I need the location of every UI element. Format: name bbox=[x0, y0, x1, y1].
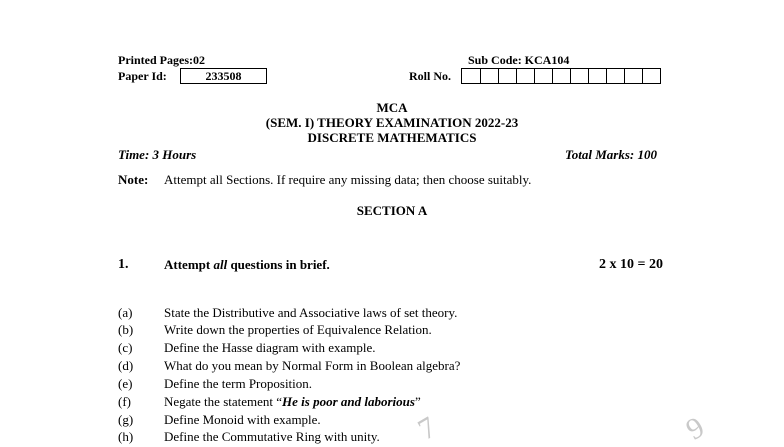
question-text: State the Distributive and Associative laws of set theory. bbox=[164, 305, 458, 320]
watermark-right: 9 bbox=[680, 410, 710, 447]
instruction-emphasis: all bbox=[213, 257, 228, 272]
roll-no-cell bbox=[552, 69, 570, 83]
question-text: Write down the properties of Equivalence Relation. bbox=[164, 322, 432, 337]
question-label: (a) bbox=[118, 305, 133, 320]
question-label: (b) bbox=[118, 322, 134, 337]
watermark-left: 7 bbox=[412, 410, 442, 447]
question-text: What do you mean by Normal Form in Boolean algebra? bbox=[164, 358, 461, 373]
roll-no-cell bbox=[498, 69, 516, 83]
roll-no-cell bbox=[588, 69, 606, 83]
roll-no-cell bbox=[606, 69, 624, 83]
question-text-before: Negate the statement “ bbox=[164, 394, 283, 409]
semester-line: (SEM. I) THEORY EXAMINATION 2022-23 bbox=[265, 115, 519, 130]
question-text bbox=[164, 394, 421, 410]
sub-code: Sub Code: KCA104 bbox=[468, 53, 570, 67]
question-text: Define the term Proposition. bbox=[164, 376, 313, 391]
instruction-suffix: questions in brief. bbox=[227, 257, 330, 272]
paper-id-label: Paper Id: bbox=[118, 69, 167, 83]
question-label: (c) bbox=[118, 340, 133, 355]
course-title: MCA bbox=[376, 100, 408, 115]
roll-no-cell bbox=[462, 69, 480, 83]
section-marks: 2 x 10 = 20 bbox=[599, 257, 663, 272]
question-instruction bbox=[164, 257, 330, 273]
question-text: Define Monoid with example. bbox=[164, 412, 321, 427]
total-marks: Total Marks: 100 bbox=[565, 147, 657, 162]
instruction-prefix: Attempt bbox=[164, 257, 214, 272]
roll-no-boxes bbox=[461, 68, 661, 84]
question-label: (f) bbox=[118, 394, 131, 409]
question-text-after: ” bbox=[414, 394, 421, 409]
question-label: (e) bbox=[118, 376, 133, 391]
question-label: (d) bbox=[118, 358, 134, 373]
roll-no-cell bbox=[642, 69, 660, 83]
quoted-statement: He is poor and laborious bbox=[282, 394, 415, 409]
question-number: 1. bbox=[118, 257, 129, 272]
roll-no-cell bbox=[534, 69, 552, 83]
roll-no-cell bbox=[570, 69, 588, 83]
roll-no-cell bbox=[624, 69, 642, 83]
paper-id-value: 233508 bbox=[205, 69, 242, 83]
printed-pages: Printed Pages:02 bbox=[118, 53, 205, 67]
question-text: Define the Commutative Ring with unity. bbox=[164, 429, 380, 444]
question-label: (g) bbox=[118, 412, 134, 427]
roll-no-label: Roll No. bbox=[409, 69, 451, 83]
question-text: Define the Hasse diagram with example. bbox=[164, 340, 376, 355]
paper-id-box bbox=[180, 68, 267, 84]
note-label: Note: bbox=[118, 172, 149, 187]
time-allowed: Time: 3 Hours bbox=[118, 147, 197, 162]
section-title: SECTION A bbox=[356, 203, 428, 218]
roll-no-cell bbox=[516, 69, 534, 83]
question-label: (h) bbox=[118, 429, 134, 444]
subject-title: DISCRETE MATHEMATICS bbox=[307, 130, 477, 145]
roll-no-cell bbox=[480, 69, 498, 83]
note-text: Attempt all Sections. If require any missing data; then choose suitably. bbox=[164, 172, 532, 187]
